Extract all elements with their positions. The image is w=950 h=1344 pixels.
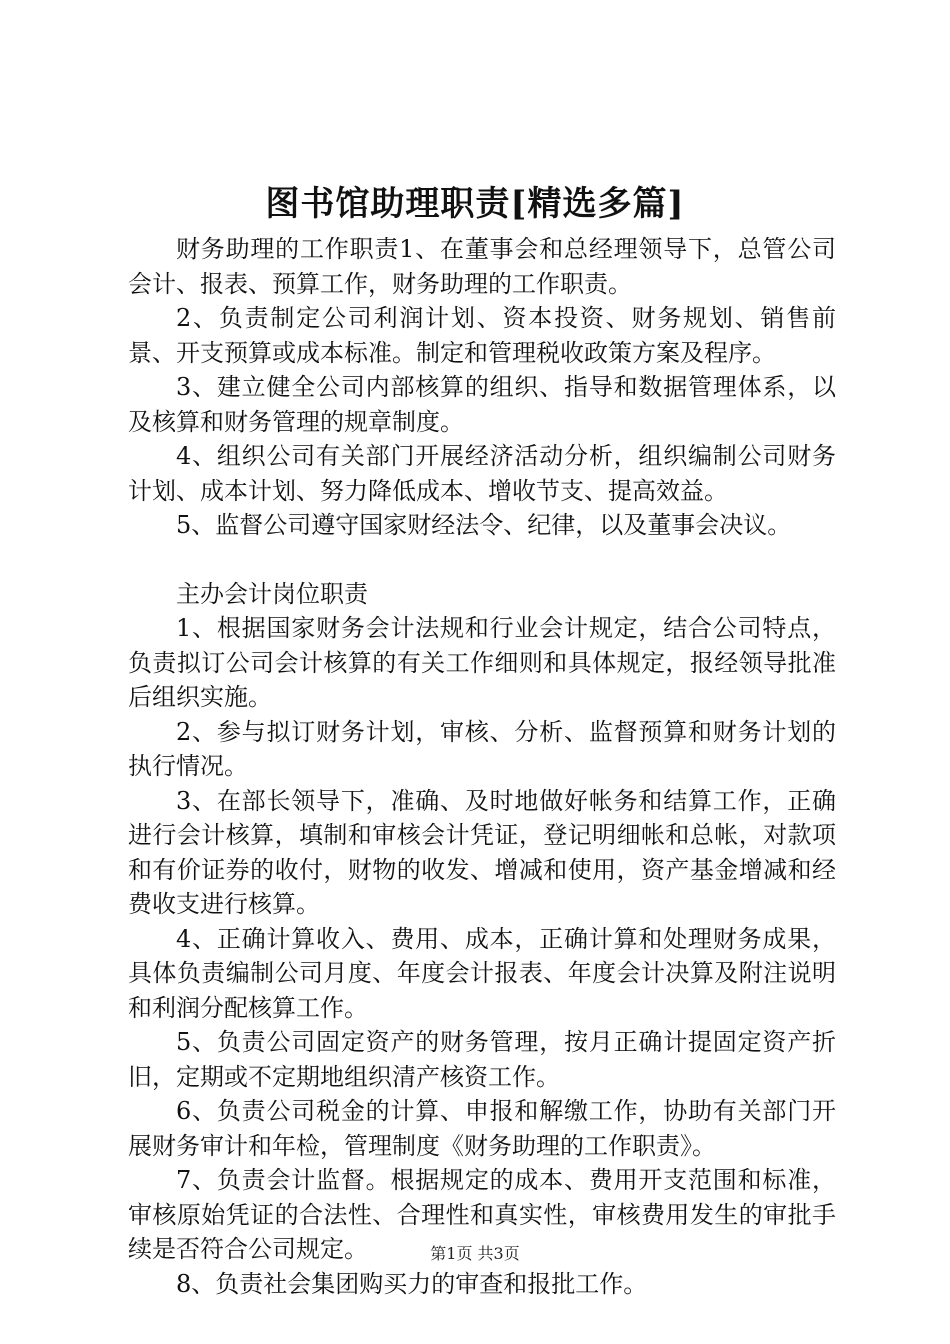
document-title: 图书馆助理职责[精选多篇] — [265, 184, 685, 224]
paragraph: 6、负责公司税金的计算、申报和解缴工作，协助有关部门开展财务审计和年检，管理制度《财务助理的工作职责》。 — [128, 1097, 836, 1160]
paragraph: 2、负责制定公司利润计划、资本投资、财务规划、销售前景、开支预算或成本标准。制定和管理税收政策方案及程序。 — [128, 304, 836, 367]
paragraph: 3、建立健全公司内部核算的组织、指导和数据管理体系，以及核算和财务管理的规章制度。 — [128, 373, 836, 436]
paragraph: 4、正确计算收入、费用、成本，正确计算和处理财务成果，具体负责编制公司月度、年度会计报表、年度会计决算及附注说明和利润分配核算工作。 — [128, 924, 836, 1022]
paragraph: 4、组织公司有关部门开展经济活动分析，组织编制公司财务计划、成本计划、努力降低成本、增收节支、提高效益。 — [128, 442, 836, 505]
paragraph-spacer — [128, 543, 836, 577]
section-heading: 主办会计岗位职责 — [176, 579, 368, 608]
paragraph: 财务助理的工作职责1、在董事会和总经理领导下，总管公司会计、报表、预算工作，财务助理的工作职责。 — [128, 235, 836, 298]
paragraph: 5、监督公司遵守国家财经法令、纪律，以及董事会决议。 — [176, 511, 792, 539]
paragraph: 8、负责社会集团购买力的审查和报批工作。 — [176, 1269, 648, 1298]
page-number-footer: 第1页 共3页 — [430, 1244, 520, 1263]
paragraph: 1、根据国家财务会计法规和行业会计规定，结合公司特点，负责拟订公司会计核算的有关工作细则和具体规定，报经领导批准后组织实施。 — [128, 614, 836, 711]
paragraph: 3、在部长领导下，准确、及时地做好帐务和结算工作，正确进行会计核算，填制和审核会计凭证，登记明细帐和总帐，对款项和有价证券的收付，财物的收发、增减和使用，资产基金增减和经费收支进行核算。 — [128, 786, 836, 918]
document-body — [128, 232, 836, 1301]
paragraph: 2、参与拟订财务计划，审核、分析、监督预算和财务计划的执行情况。 — [128, 717, 836, 780]
paragraph: 7、负责会计监督。根据规定的成本、费用开支范围和标准，审核原始凭证的合法性、合理性和真实性，审核费用发生的审批手续是否符合公司规定。 — [128, 1166, 836, 1263]
paragraph: 5、负责公司固定资产的财务管理，按月正确计提固定资产折旧，定期或不定期地组织清产核资工作。 — [128, 1028, 836, 1091]
